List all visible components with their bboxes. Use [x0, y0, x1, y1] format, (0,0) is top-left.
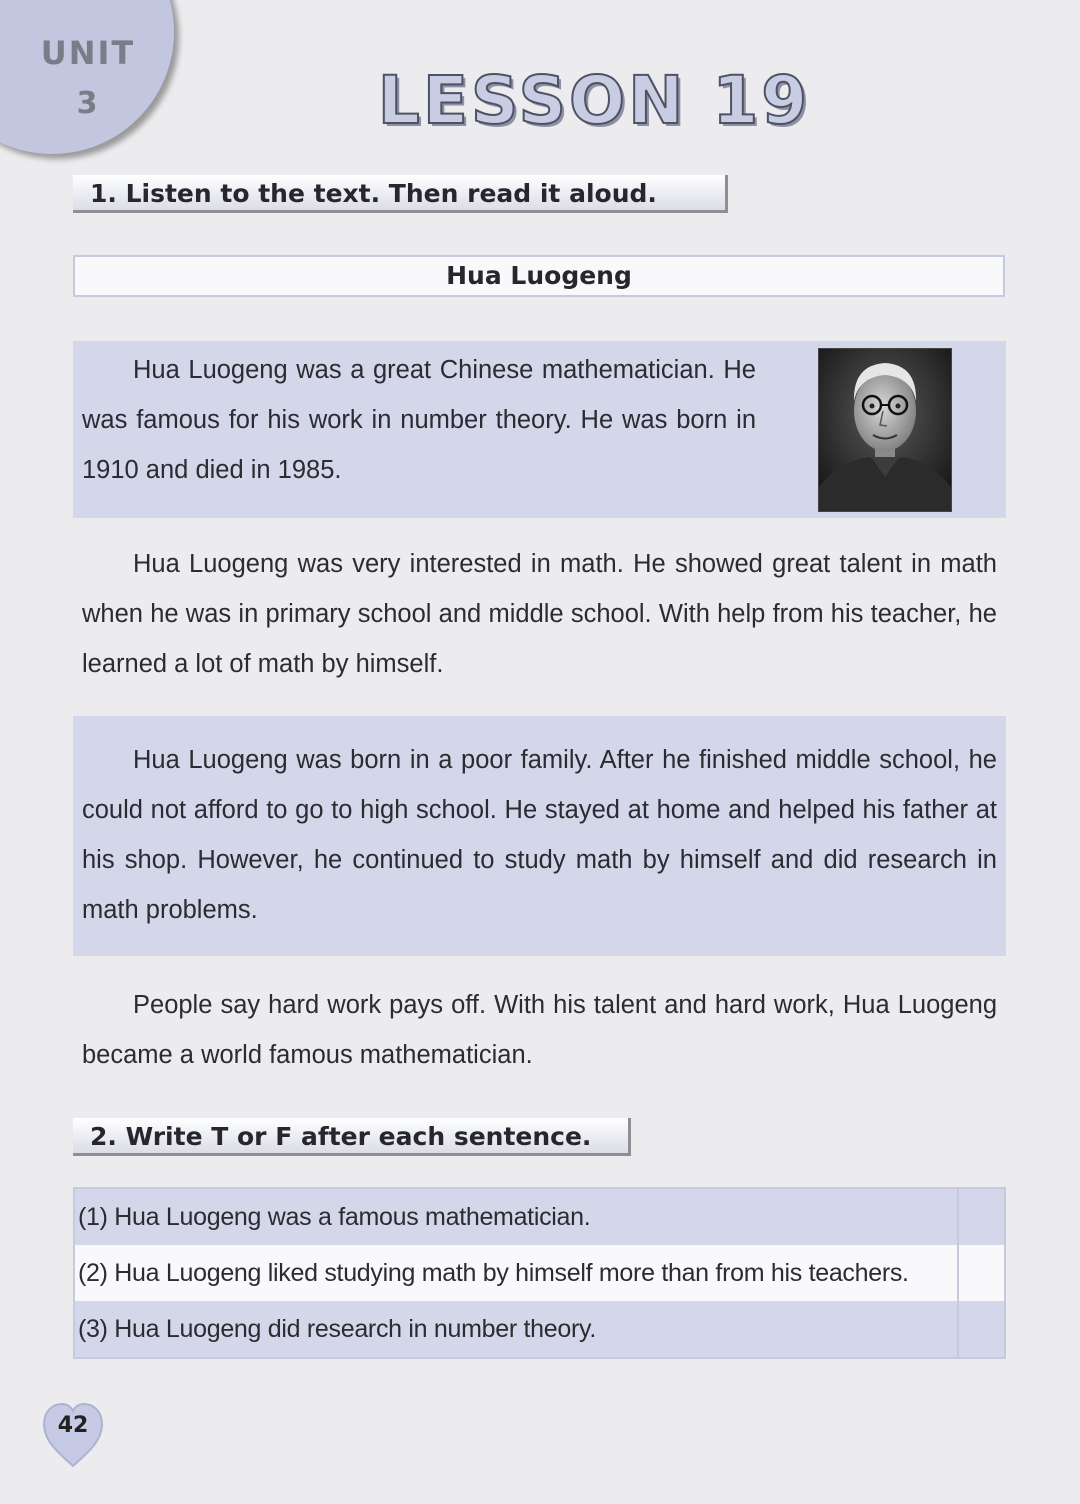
- paragraph-2-text: Hua Luogeng was very interested in math. He showed great talent in math when he was in primary school and middle school. With help from his teacher, he learned a lot of math by himself.: [82, 550, 997, 678]
- answer-cell-3[interactable]: [959, 1301, 1004, 1357]
- unit-number: 3: [76, 86, 100, 121]
- text-title: Hua Luogeng: [73, 255, 1005, 297]
- table-row: [75, 1301, 1004, 1357]
- paragraph-3-text: Hua Luogeng was born in a poor family. After he finished middle school, he could not afford to go to high school. He stayed at home and helped his father at his shop. However, he continued to study math by himself and did research in math problems.: [82, 746, 997, 924]
- statement-2: (2) Hua Luogeng liked studying math by himself more than from his teachers.: [75, 1245, 959, 1301]
- paragraph-3: [73, 716, 1006, 956]
- paragraph-2: [73, 539, 1006, 689]
- paragraph-1-text: Hua Luogeng was a great Chinese mathematician. He was famous for his work in number theory. He was born in 1910 and died in 1985.: [82, 356, 756, 484]
- paragraph-4: [73, 980, 1006, 1080]
- answer-cell-2[interactable]: [959, 1245, 1004, 1301]
- statement-3: (3) Hua Luogeng did research in number theory.: [75, 1301, 959, 1357]
- portrait-photo: [818, 348, 952, 512]
- table-row: [75, 1245, 1004, 1301]
- true-false-table: [73, 1187, 1006, 1359]
- page-number: 42: [57, 1413, 89, 1438]
- paragraph-4-text: People say hard work pays off. With his talent and hard work, Hua Luogeng became a world famous mathematician.: [82, 991, 997, 1069]
- section-1-heading: 1. Listen to the text. Then read it aloud.: [73, 175, 728, 213]
- statement-1: (1) Hua Luogeng was a famous mathematician.: [75, 1189, 959, 1245]
- lesson-title: LESSON 19: [377, 62, 811, 139]
- table-row: [75, 1189, 1004, 1245]
- answer-cell-1[interactable]: [959, 1189, 1004, 1245]
- section-2-heading: 2. Write T or F after each sentence.: [73, 1118, 631, 1156]
- unit-label: UNIT: [40, 34, 136, 72]
